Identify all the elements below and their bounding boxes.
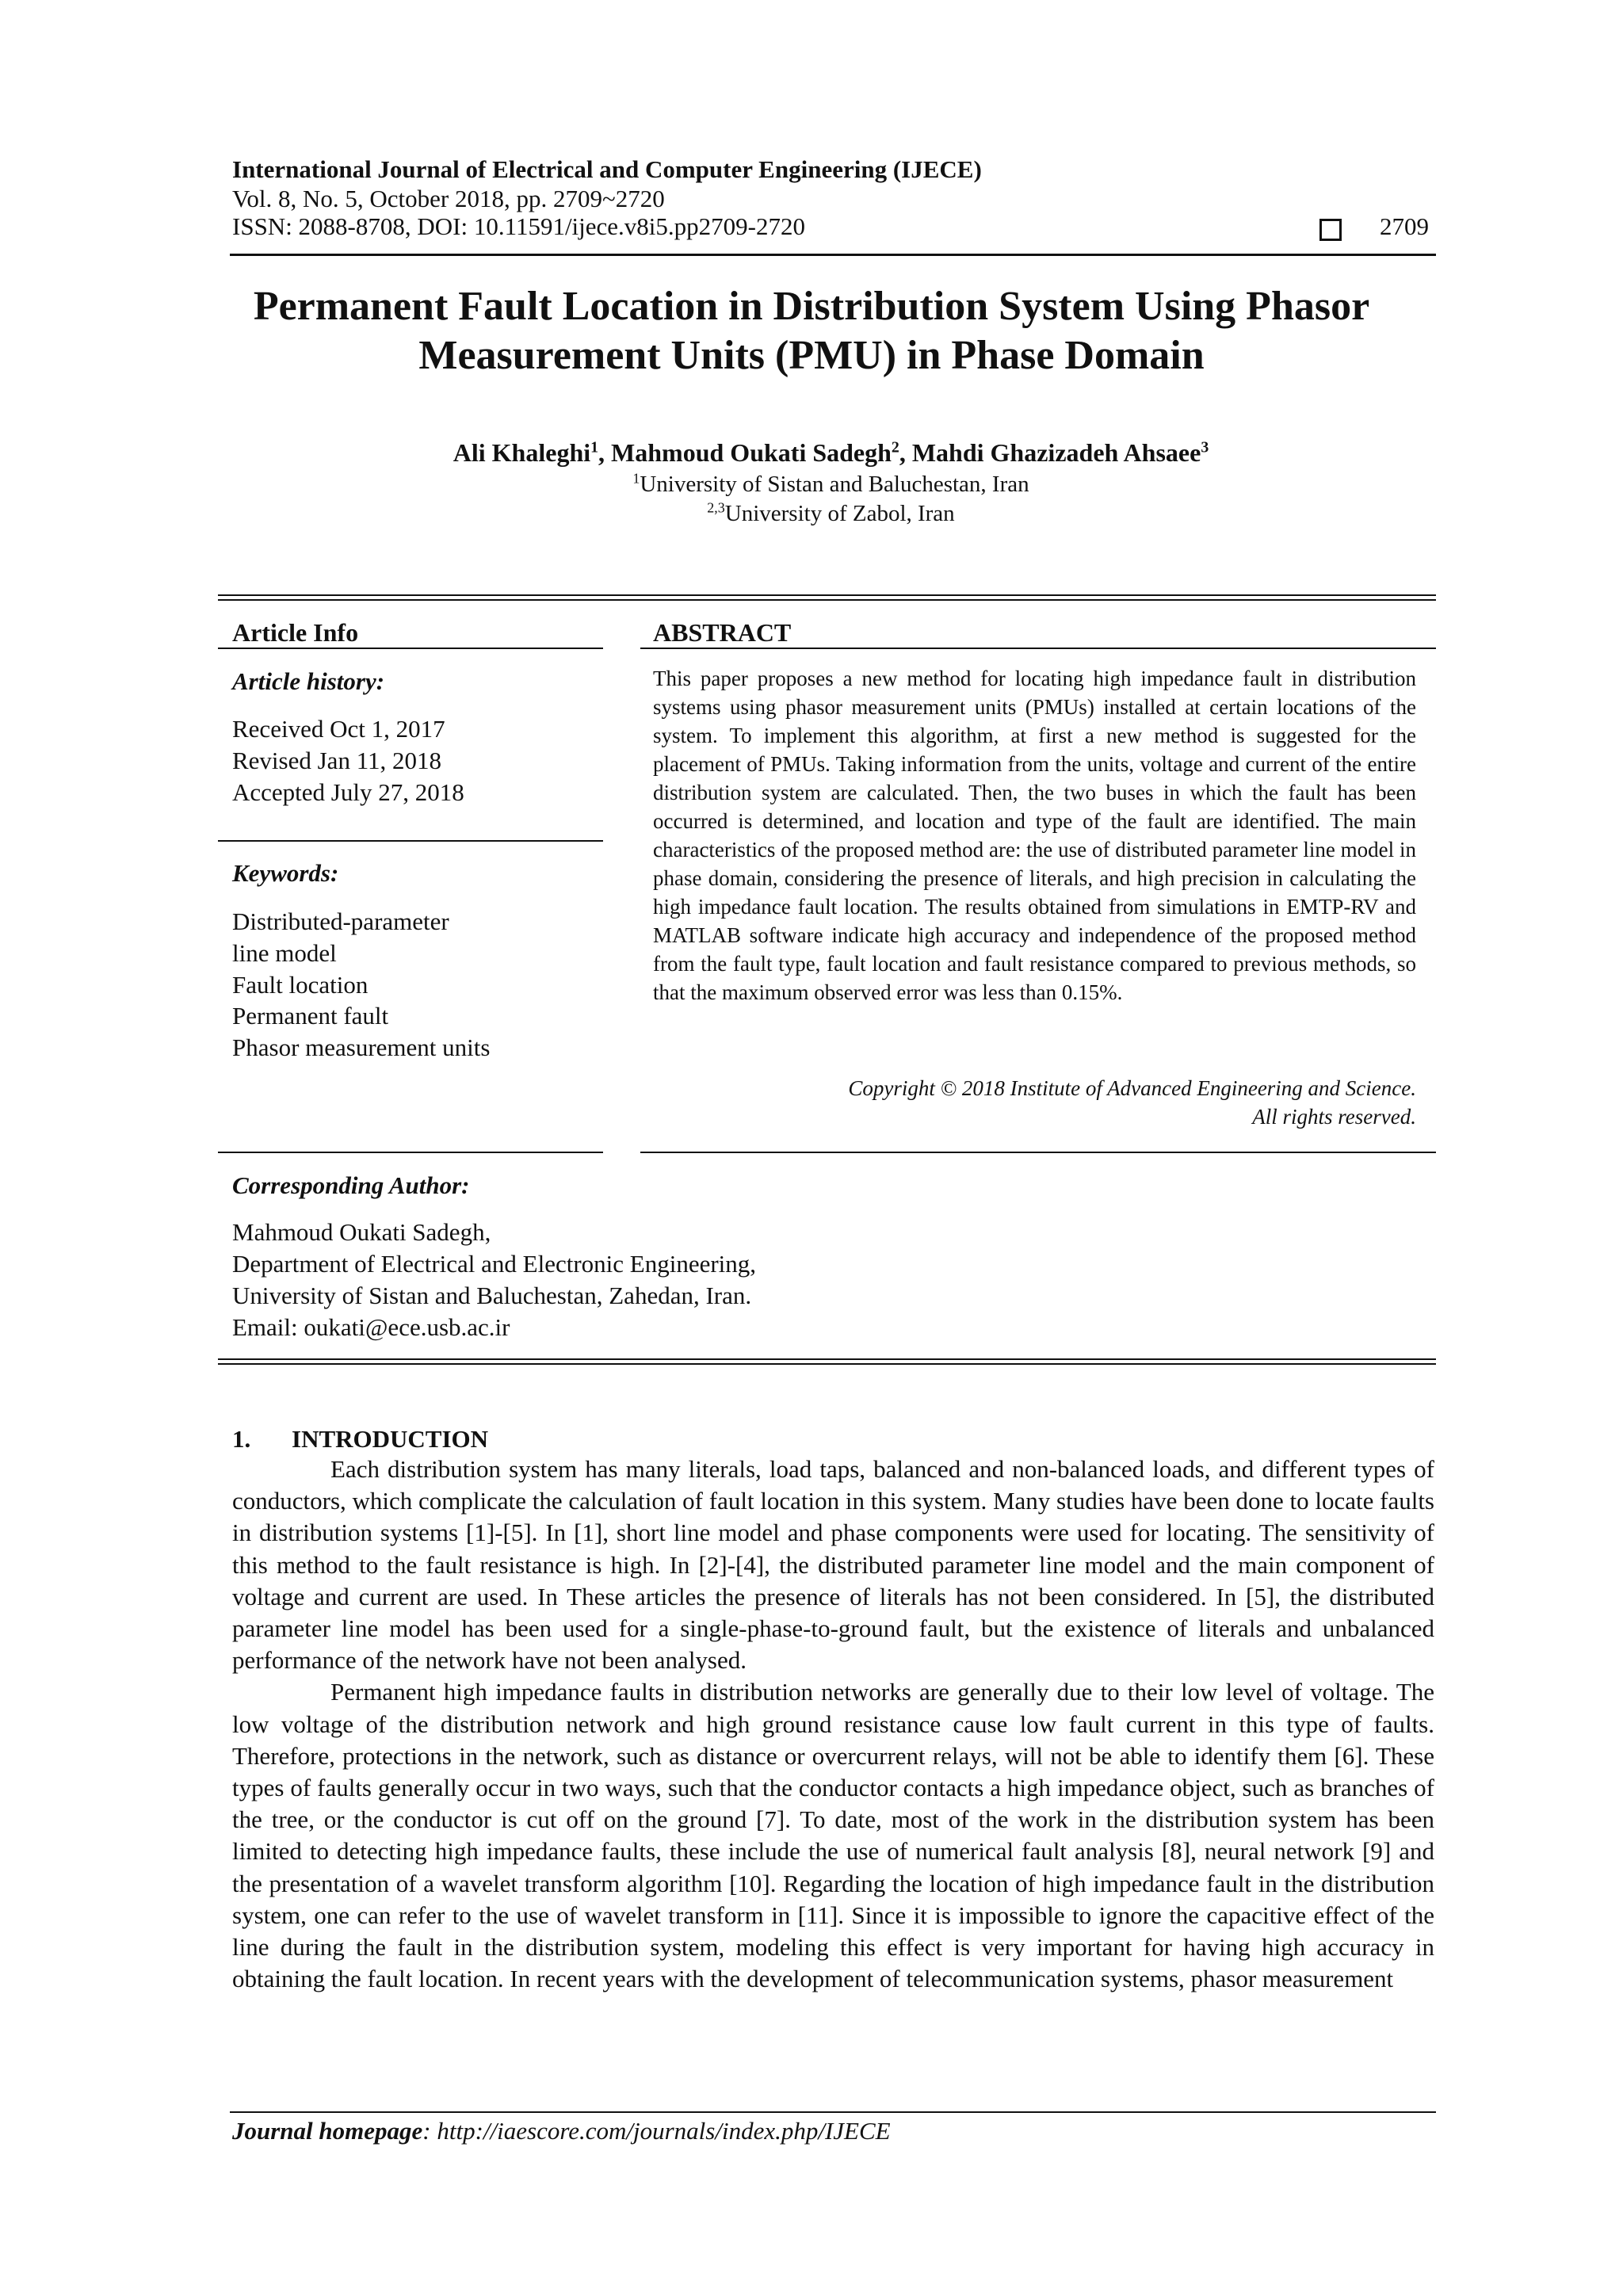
journal-volume: Vol. 8, No. 5, October 2018, pp. 2709~2720 (232, 185, 665, 212)
keyword-item: Fault location (232, 971, 369, 999)
introduction-body (232, 1454, 1434, 1995)
square-icon (1319, 219, 1342, 241)
homepage-url[interactable]: : http://iaescore.com/journals/index.php/IJECE (422, 2117, 891, 2145)
article-info-heading: Article Info (232, 618, 359, 647)
article-history-label: Article history: (232, 667, 385, 695)
copyright-line-2: All rights reserved. (1252, 1105, 1416, 1129)
affiliation-2-sup: 2,3 (707, 499, 725, 516)
keyword-item: Phasor measurement units (232, 1033, 491, 1061)
introduction-heading (232, 1425, 488, 1454)
author-3-sup: 3 (1201, 438, 1209, 457)
section-number: 1. (232, 1425, 251, 1453)
abstract-bottom-rule (640, 1152, 1436, 1153)
affiliation-1-sup: 1 (632, 470, 640, 487)
paragraph: Each distribution system has many literals, load taps, balanced and non-balanced loads, and different types of conductors, which complicate the calculation of fault location in this system. Many studies have been done to locate faults in distribution systems [1]-[5]. In [1], short line model and phase components were used for locating. The sensitivity of this method to the fault resistance is high. In [2]-[4], the distributed parameter line model and the main component of voltage and current are used. In These articles the presence of literals has not been considered. In [5], the distributed parameter line model has been used for a single-phase-to-ground fault, but the existence of literals and unbalanced performance of the network have not been analysed. (232, 1455, 1434, 1675)
author-3: , Mahdi Ghazizadeh Ahsaee (899, 438, 1201, 467)
received-date: Received Oct 1, 2017 (232, 715, 445, 743)
corresponding-author-line: Mahmoud Oukati Sadegh, (232, 1218, 491, 1246)
author-2-sup: 2 (891, 438, 899, 457)
box-top-rule-1 (218, 594, 1436, 596)
affiliation-1 (0, 472, 1623, 498)
journal-homepage (232, 2117, 891, 2145)
affiliation-2 (0, 501, 1623, 527)
copyright-notice (653, 1074, 1416, 1131)
box-top-rule-2 (218, 599, 1436, 601)
title-line-1: Permanent Fault Location in Distribution System Using Phasor (253, 284, 1370, 329)
accepted-date: Accepted July 27, 2018 (232, 778, 464, 806)
journal-issn-doi: ISSN: 2088-8708, DOI: 10.11591/ijece.v8i5.pp2709-2720 (232, 212, 805, 240)
revised-date: Revised Jan 11, 2018 (232, 747, 442, 774)
section-title: INTRODUCTION (292, 1425, 489, 1453)
page-number: 2709 (1380, 212, 1429, 240)
box-bottom-rule-1 (218, 1358, 1436, 1360)
abstract-heading: ABSTRACT (653, 618, 792, 647)
author-list (0, 438, 1623, 468)
box-bottom-rule-2 (218, 1363, 1436, 1365)
title-line-2: Measurement Units (PMU) in Phase Domain (418, 333, 1205, 378)
article-info-rule (218, 648, 603, 649)
keyword-item: Permanent fault (232, 1002, 389, 1030)
keyword-item: Distributed-parameter (232, 907, 449, 935)
corresponding-author-label: Corresponding Author: (232, 1171, 470, 1199)
paper-title (158, 282, 1465, 380)
affiliation-2-text: University of Zabol, Iran (724, 501, 955, 526)
copyright-line-1: Copyright © 2018 Institute of Advanced Engineering and Science. (848, 1076, 1416, 1100)
corresponding-author-email: Email: oukati@ece.usb.ac.ir (232, 1313, 510, 1341)
header-divider (230, 254, 1436, 256)
author-2: , Mahmoud Oukati Sadegh (598, 438, 892, 467)
abstract-text: This paper proposes a new method for locating high impedance fault in distribution systems using phasor measurement units (PMUs) installed at certain locations of the system. To implement this algorithm, at first a new method is suggested for the placement of PMUs. Taking information from the units, voltage and current of the entire distribution system are calculated. Then, the two buses in which the fault has been occurred is determined, and location and type of the fault are identified. The main characteristics of the proposed method are: the use of distributed parameter line model in phase domain, considering the presence of literals, and high precision in calculating the high impedance fault location. The results obtained from simulations in EMTP-RV and MATLAB software indicate high accuracy and independence of the proposed method from the fault type, fault location and fault resistance compared to previous methods, so that the maximum observed error was less than 0.15%. (653, 667, 1416, 1004)
author-1-sup: 1 (590, 438, 599, 457)
journal-name: International Journal of Electrical and Computer Engineering (IJECE) (232, 155, 982, 183)
footer-divider (230, 2111, 1436, 2113)
author-1: Ali Khaleghi (453, 438, 591, 467)
paragraph: Permanent high impedance faults in distribution networks are generally due to their low level of voltage. The low voltage of the distribution network and high ground resistance cause low fault current in this type of faults. Therefore, protections in the network, such as distance or overcurrent relays, will not be able to identify them [6]. These types of faults generally occur in two ways, such that the conductor contacts a high impedance object, such as branches of the tree, or the conductor is cut off on the ground [7]. To date, most of the work in the distribution system has been limited to detecting high impedance faults, these include the use of numerical fault analysis [8], neural network [9] and the presentation of a wavelet transform algorithm [10]. Regarding the location of high impedance fault in the distribution system, one can refer to the use of wavelet transform in [11]. Since it is impossible to ignore the capacitive effect of the line during the fault in the distribution system, modeling this effect is very important for having high accuracy in obtaining the fault location. In recent years with the development of telecommunication systems, phasor measurement (232, 1678, 1434, 1993)
corresponding-author-line: Department of Electrical and Electronic Engineering, (232, 1250, 757, 1278)
history-divider (218, 840, 603, 842)
keywords-divider (218, 1152, 603, 1153)
abstract-rule (640, 648, 1436, 649)
keywords-label: Keywords: (232, 859, 339, 887)
affiliation-1-text: University of Sistan and Baluchestan, Iran (640, 472, 1029, 497)
keyword-item: line model (232, 939, 337, 967)
corresponding-author-line: University of Sistan and Baluchestan, Zahedan, Iran. (232, 1282, 752, 1309)
homepage-label: Journal homepage (232, 2117, 423, 2145)
